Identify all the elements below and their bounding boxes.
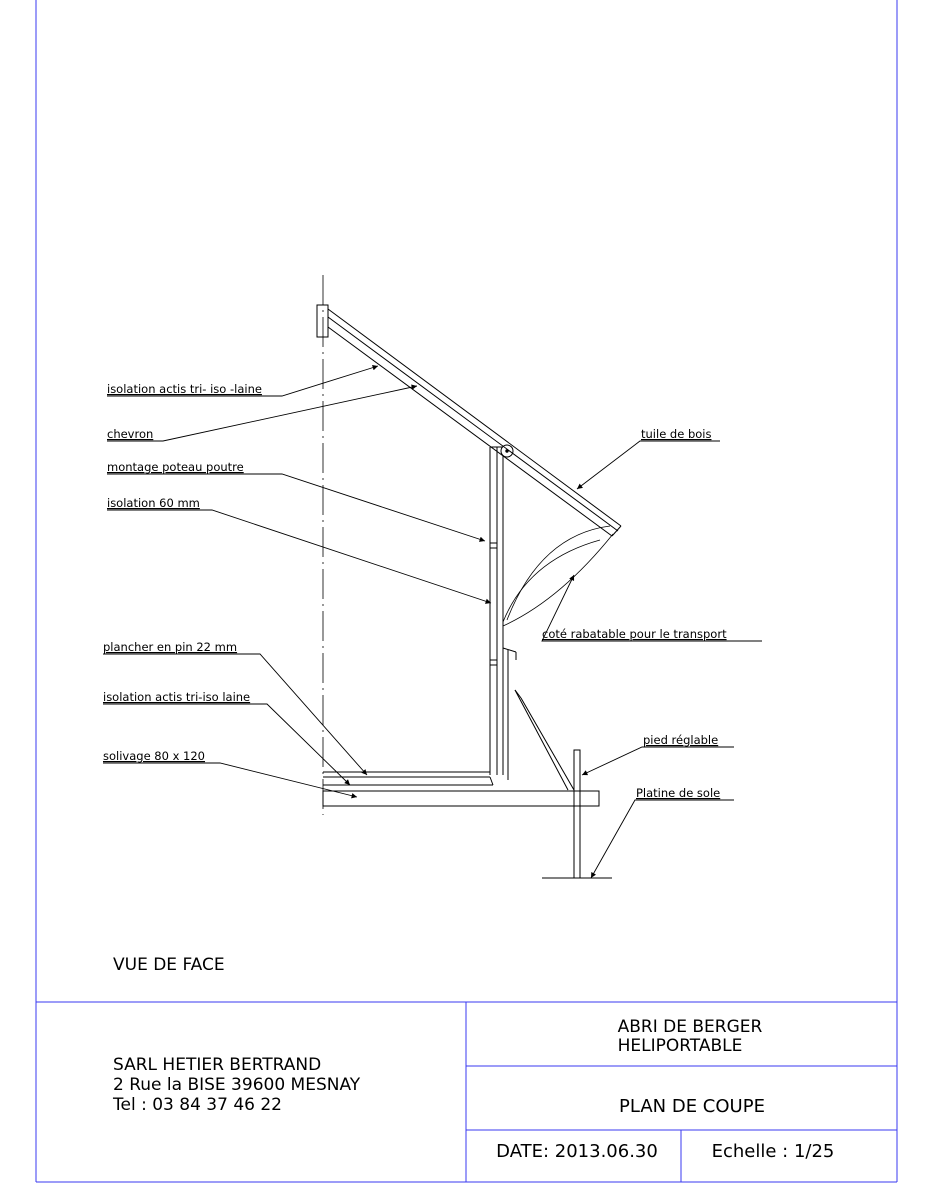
sheet-border <box>36 0 897 1182</box>
label-pied: pied réglable <box>643 733 719 747</box>
label-solivage: solivage 80 x 120 <box>103 749 206 763</box>
label-isolation-roof: isolation actis tri- iso -laine <box>107 382 262 396</box>
project-title-line1: ABRI DE BERGER <box>617 1017 763 1037</box>
leader-lines <box>103 366 762 878</box>
view-title: VUE DE FACE <box>113 955 225 975</box>
roof-rafter-mid <box>328 317 618 531</box>
label-isolation-60: isolation 60 mm <box>107 496 200 510</box>
adjustable-foot <box>574 750 580 878</box>
roof-rafter-bottom <box>328 327 612 536</box>
label-plancher: plancher en pin 22 mm <box>103 640 238 654</box>
drawing-scale: Echelle : 1/25 <box>711 1141 835 1162</box>
company-name: SARL HETIER BERTRAND <box>113 1055 322 1075</box>
company-address: 2 Rue la BISE 39600 MESNAY <box>113 1075 361 1095</box>
label-tuile: tuile de bois <box>641 427 712 441</box>
joist-beam <box>323 791 599 806</box>
folding-side-arc-lower <box>503 534 613 626</box>
project-title-line2: HELIPORTABLE <box>617 1036 743 1056</box>
folding-side-arc-outer <box>507 526 610 620</box>
plan-type: PLAN DE COUPE <box>619 1096 765 1117</box>
label-montage: montage poteau poutre <box>107 460 244 474</box>
label-isolation-floor: isolation actis tri-iso laine <box>103 690 251 704</box>
ridge-block <box>317 305 328 337</box>
drawing-date: DATE: 2013.06.30 <box>496 1141 658 1162</box>
label-cote: coté rabatable pour le transport <box>542 627 727 641</box>
shelter-section-drawing <box>317 275 621 878</box>
roof-rafter-top <box>328 309 621 526</box>
label-chevron: chevron <box>107 427 154 441</box>
company-phone: Tel : 03 84 37 46 22 <box>113 1095 282 1115</box>
label-platine: Platine de sole <box>636 786 721 800</box>
diagonal-brace <box>515 690 568 790</box>
